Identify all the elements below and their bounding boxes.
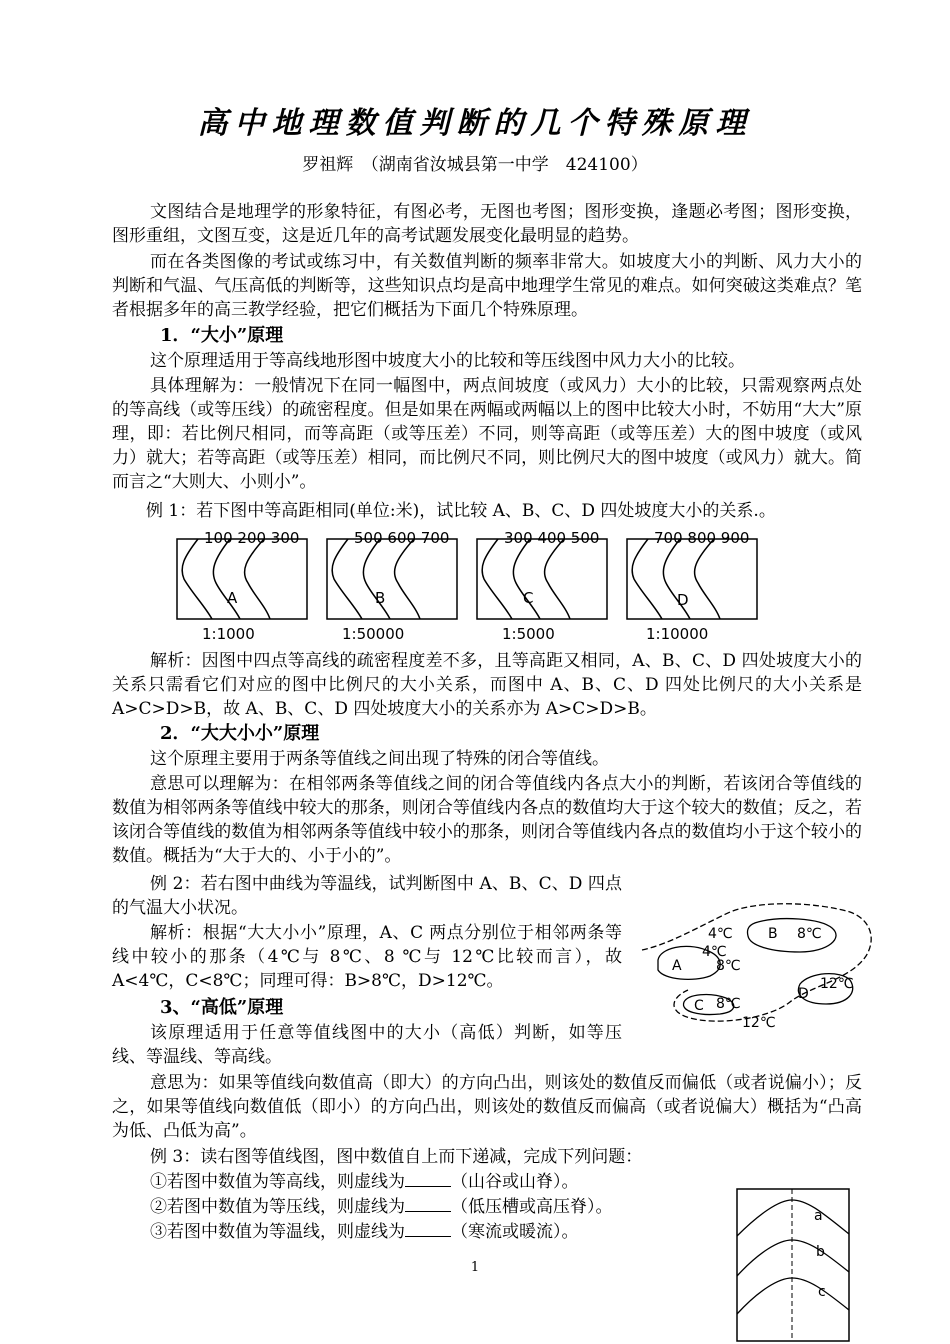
isotherm-label-8c-b: 8℃ [797,926,822,942]
point-d-label: D [798,986,809,1002]
isotherm-label-8c-c: 8℃ [716,996,741,1012]
example-3-question-2 [150,1195,730,1219]
point-a-label: A [672,958,682,974]
section-3-heading: 3、“高低”原理 [160,997,284,1018]
map-d-scale: 1:10000 [646,625,709,643]
point-c-label: C [694,998,704,1014]
question-1-options: （山谷或山脊）。 [451,1172,579,1192]
isotherm-label-12c-bottom: 12℃ [742,1015,776,1031]
intro-paragraph-2: 而在各类图像的考试或练习中，有关数值判断的频率非常大。如坡度大小的判断、风力大小的判断和气温、气压高低的判断等，这些知识点均是高中地理学生常见的难点。如何突破这类难点？笔者根据多年的高三教学经验，把它们概括为下面几个特殊原理。 [112,252,862,320]
question-2-stem: ②若图中数值为等压线，则虚线为 [150,1197,405,1217]
example-1-analysis: 解析：因图中四点等高线的疏密程度差不多，且等高距又相同，A、B、C、D 四处坡度大小的关系只需看它们对应的图中比例尺的大小关系，而图中 A、B、C、D 四处比例尺的大小关系是 A>C>D>B，故 A、B、C、D 四处坡度大小的关系亦为 A>C>D>B。 [112,651,862,719]
contour-map-a [177,529,307,643]
map-c-contour-labels: 300 400 500 [504,529,600,547]
map-c-scale: 1:5000 [502,625,555,643]
question-2-options: （低压槽或高压脊）。 [451,1197,613,1217]
isoline-label-b: b [816,1244,825,1260]
map-c-point-label: C [523,589,534,607]
question-3-answer-blank [405,1222,451,1237]
section-1-paragraph-2: 具体理解为：一般情况下在同一幅图中，两点间坡度（或风力）大小的比较，只需观察两点处的等高线（或等压线）的疏密程度。但是如果在两幅或两幅以上的图中比较大小时，不妨用“大大”原理，即：若比例尺相同，而等高距（或等压差）不同，则等高距（或等压差）大的图中坡度（或风力）就大；若等高距（或等压差）相同，而比例尺不同，则比例尺大的图中坡度（或风力）就大。简而言之“大则大、小则小”。 [112,376,862,492]
isotherm-figure [640,898,880,1038]
section-3-paragraph-2: 意思为：如果等值线向数值高（即大）的方向凸出，则该处的数值反而偏低（或者说偏小）；反之，如果等值线向数值低（即小）的方向凸出，则该处的数值反而偏高（或者说偏大）概括为“凸高为低、凸低为高”。 [112,1073,862,1141]
map-d-contour-labels: 700 800 900 [654,529,750,547]
isotherm-label-4c-a: 4℃ [702,944,727,960]
map-a-point-label: A [227,589,238,607]
section-3-paragraph-1: 该原理适用于任意等值线图中的大小（高低）判断，如等压线、等温线、等高线。 [112,1023,622,1067]
isotherm-label-12c-d: 12℃ [820,976,854,992]
section-1-paragraph-1: 这个原理适用于等高线地形图中坡度大小的比较和等压线图中风力大小的比较。 [150,351,745,371]
question-2-answer-blank [405,1197,451,1212]
isoline-label-a: a [814,1208,823,1224]
contour-map-c [477,529,607,643]
question-1-answer-blank [405,1172,451,1187]
section-2-paragraph-1: 这个原理主要用于两条等值线之间出现了特殊的闭合等值线。 [150,749,609,769]
isotherm-label-4c-top: 4℃ [708,926,733,942]
section-2-paragraph-2: 意思可以理解为：在相邻两条等值线之间的闭合等值线内各点大小的判断，若该闭合等值线的数值为相邻两条等值线中较大的那条，则闭合等值线内各点的数值均大于这个较大的数值；反之，若该闭合等值线的数值为相邻两条等值线中较小的那条，则闭合等值线内各点的数值均小于这个较小的数值。概括为“大于大的、小于小的”。 [112,774,862,866]
contour-map-d [627,529,757,643]
question-3-options: （寒流或暖流）。 [451,1222,579,1242]
example-2-analysis: 解析：根据“大大小小”原理，A、C 两点分别位于相邻两条等线中较小的那条（4℃与 8℃、8 ℃与 12℃比较而言），故 A<4℃，C<8℃；同理可得：B>8℃，D>12℃。 [112,923,622,991]
example-3-question-3 [150,1220,730,1244]
question-1-stem: ①若图中数值为等高线，则虚线为 [150,1172,405,1192]
isotherm-label-8c-a: 8℃ [716,958,741,974]
page-number: 1 [470,1260,480,1275]
question-3-stem: ③若图中数值为等温线，则虚线为 [150,1222,405,1242]
section-2-heading: 2．“大大小小”原理 [160,723,320,744]
map-a-contour-labels: 100 200 300 [204,529,300,547]
point-b-label: B [768,926,778,942]
author-line: 罗祖辉 （湖南省汝城县第一中学 424100） [302,155,648,175]
example-1-text: 例 1：若下图中等高距相同(单位:米)，试比较 A、B、C、D 四处坡度大小的关系.。 [146,501,776,521]
intro-paragraph-1: 文图结合是地理学的形象特征，有图必考，无图也考图；图形变换，逢题必考图；图形变换，图形重组，文图互变，这是近几年的高考试题发展变化最明显的趋势。 [112,202,862,246]
section-1-heading: 1．“大小”原理 [160,325,284,346]
map-b-point-label: B [375,589,386,607]
document-title: 高中地理数值判断的几个特殊原理 [197,106,753,141]
example-3-text: 例 3：读右图等值线图，图中数值自上而下递减，完成下列问题： [150,1147,643,1167]
map-b-contour-labels: 500 600 700 [354,529,450,547]
map-d-point-label: D [677,591,689,609]
contour-map-b [327,529,457,643]
map-a-scale: 1:1000 [202,625,255,643]
example-2-text: 例 2：若右图中曲线为等温线，试判断图中 A、B、C、D 四点的气温大小状况。 [112,874,622,918]
map-b-scale: 1:50000 [342,625,405,643]
example-1-contour-maps [170,525,770,647]
example-3-question-1 [150,1170,730,1194]
isoline-label-c: c [818,1284,826,1300]
